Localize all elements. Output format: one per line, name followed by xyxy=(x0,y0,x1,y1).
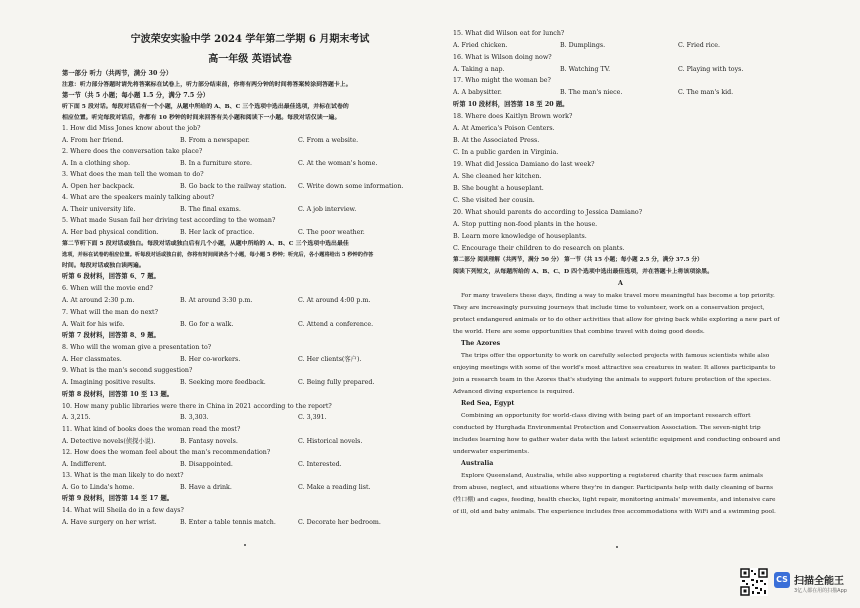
question-20-option-b[interactable]: B. Learn more knowledge of houseplants. xyxy=(453,233,587,240)
question-6: 6. When will the movie end? xyxy=(62,285,153,292)
page-mark-dot-right xyxy=(616,546,618,548)
australia-line4: of ill, old and baby animals. The experience includes free accommodations with WiFi and a swimming pool. xyxy=(453,509,776,515)
australia-line2: from abuse, neglect, and situations where they're in danger. Participants help with daily cleaning of barns xyxy=(453,485,774,491)
question-19: 19. What did Jessica Damiano do last week? xyxy=(453,161,595,168)
option-c[interactable]: C. Historical novels. xyxy=(298,438,363,445)
material-10-heading: 听第 10 段材料，回答第 18 至 20 题。 xyxy=(453,101,569,108)
red-sea-line4: underwater experiments. xyxy=(453,449,530,455)
option-b[interactable]: B. Go back to the railway station. xyxy=(180,183,287,190)
option-a[interactable]: A. Taking a nap. xyxy=(453,66,505,73)
option-b[interactable]: B. At around 3:30 p.m. xyxy=(180,297,253,304)
option-b[interactable]: B. 3,303. xyxy=(180,414,209,421)
question-11: 11. What kind of books does the woman read the most? xyxy=(62,426,241,433)
section2-intro-line2: 选项，并标在试卷的相应位置。听每段对话或独白前，你将有时间阅读各个小题，每小题 5 秒钟；听完后，各小题将给出 5 秒钟的作答 xyxy=(62,252,374,258)
question-5: 5. What made Susan fail her driving test according to the woman? xyxy=(62,217,276,224)
question-19-option-a[interactable]: A. She cleaned her kitchen. xyxy=(453,173,542,180)
section-heading-azores: The Azores xyxy=(461,340,501,347)
option-b[interactable]: B. Dumplings. xyxy=(560,42,606,49)
section2-intro-line3: 时间。每段对话或独白读两遍。 xyxy=(62,262,145,269)
option-c[interactable]: C. Make a reading list. xyxy=(298,484,371,491)
option-a[interactable]: A. Fried chicken. xyxy=(453,42,508,49)
question-16: 16. What is Wilson doing now? xyxy=(453,54,552,61)
option-b[interactable]: B. Watching TV. xyxy=(560,66,611,73)
question-4: 4. What are the speakers mainly talking about? xyxy=(62,194,215,201)
question-20: 20. What should parents do according to Jessica Damiano? xyxy=(453,209,643,216)
option-a[interactable]: A. Detective novels(侦探小说). xyxy=(62,438,156,445)
section2-intro-line1: 第二节听下面 5 段对话或独白。每段对话或独白后有几个小题，从题中所给的 A、B、C 三个选项中选出最佳 xyxy=(62,240,349,247)
question-1: 1. How did Miss Jones know about the job? xyxy=(62,125,201,132)
option-c[interactable]: C. Playing with toys. xyxy=(678,66,744,73)
question-14: 14. What will Sheila do in a few days? xyxy=(62,507,184,514)
material-6-heading: 听第 6 段材料，回答第 6、7 题。 xyxy=(62,273,160,280)
option-b[interactable]: B. Go for a walk. xyxy=(180,321,234,328)
option-c[interactable]: C. 3,391. xyxy=(298,414,327,421)
option-b[interactable]: B. Seeking more feedback. xyxy=(180,379,266,386)
option-a[interactable]: A. Indifferent. xyxy=(62,461,107,468)
passage-intro-line4: the world. Here are some opportunities that combine travel with doing good deeds. xyxy=(453,329,705,335)
question-18-option-a[interactable]: A. At America's Poison Centers. xyxy=(453,125,555,132)
option-c[interactable]: C. Decorate her bedroom. xyxy=(298,519,381,526)
azores-line1: The trips offer the opportunity to work on carefully selected projects with famous scientists while also xyxy=(461,353,770,359)
camscanner-logo-icon: CS xyxy=(774,572,790,588)
red-sea-line1: Combining an opportunity for world-class diving with being part of an important research effort xyxy=(461,413,751,419)
option-b[interactable]: B. The man's niece. xyxy=(560,89,623,96)
qr-code-icon xyxy=(740,568,768,596)
question-3: 3. What does the man tell the woman to do? xyxy=(62,171,204,178)
option-b[interactable]: B. Disappointed. xyxy=(180,461,233,468)
question-19-option-b[interactable]: B. She bought a houseplant. xyxy=(453,185,544,192)
azores-line4: Advanced diving experience is required. xyxy=(453,389,575,395)
passage-letter: A xyxy=(618,280,623,287)
part2-intro: 阅读下列短文，从每题所给的 A、B、C、D 四个选项中选出最佳选项，并在答题卡上将该项涂黑。 xyxy=(453,268,713,275)
page-mark-dot-left xyxy=(244,544,246,546)
section-heading-australia: Australia xyxy=(461,460,494,467)
option-a[interactable]: A. In a clothing shop. xyxy=(62,160,130,167)
australia-line3: (牲口棚) and cages, feeding, health checks, light repair, monitoring animals' movements, and intensive care xyxy=(453,497,776,503)
passage-intro-line2: They are increasingly pursuing journeys that include time to volunteer, work on a conservation project, xyxy=(453,305,765,311)
option-a[interactable]: A. Go to Linda's home. xyxy=(62,484,135,491)
red-sea-line2: conducted by Hurghada Environmental Protection and Conservation Association. The seven-night trip xyxy=(453,425,761,431)
question-18-option-b[interactable]: B. At the Associated Press. xyxy=(453,137,540,144)
question-17: 17. Who might the woman be? xyxy=(453,77,551,84)
option-c[interactable]: C. At around 4:00 p.m. xyxy=(298,297,371,304)
azores-line3: join a research team in the Azores that's studying the animals to support future protection of the species. xyxy=(453,377,772,383)
material-9-heading: 听第 9 段材料，回答第 14 至 17 题。 xyxy=(62,495,174,502)
brand-name: 扫描全能王 xyxy=(794,576,844,587)
question-7: 7. What will the man do next? xyxy=(62,309,158,316)
question-10: 10. How many public libraries were there in China in 2021 according to the report? xyxy=(62,403,332,410)
option-a[interactable]: A. Imagining positive results. xyxy=(62,379,156,386)
option-b[interactable]: B. Have a drink. xyxy=(180,484,232,491)
section1-heading: 第一节（共 5 小题；每小题 1.5 分，满分 7.5 分） xyxy=(62,92,210,99)
listening-note: 注意：听力部分答题时请先将答案标在试卷上，听力部分结束前，你将有两分钟的时间将答案转涂到答题卡上。 xyxy=(62,81,352,88)
part1-heading: 第一部分 听力（共两节，满分 30 分） xyxy=(62,70,173,77)
option-c[interactable]: C. Fried rice. xyxy=(678,42,721,49)
option-b[interactable]: B. Fantasy novels. xyxy=(180,438,238,445)
question-19-option-c[interactable]: C. She visited her cousin. xyxy=(453,197,535,204)
option-a[interactable]: A. Open her backpack. xyxy=(62,183,135,190)
option-a[interactable]: A. At around 2:30 p.m. xyxy=(62,297,135,304)
option-c[interactable]: C. Interested. xyxy=(298,461,342,468)
material-7-heading: 听第 7 段材料，回答第 8、9 题。 xyxy=(62,332,160,339)
azores-line2: enjoying meetings with some of the world's most attractive sea creatures in water. It allows participants to xyxy=(453,365,776,371)
option-a[interactable]: A. Her classmates. xyxy=(62,356,122,363)
option-b[interactable]: B. In a furniture store. xyxy=(180,160,253,167)
option-b[interactable]: B. The final exams. xyxy=(180,206,241,213)
option-a[interactable]: A. A babysitter. xyxy=(453,89,502,96)
exam-title: 宁波荣安实验中学 2024 学年第二学期 6 月期末考试 xyxy=(130,34,370,45)
question-15: 15. What did Wilson eat for lunch? xyxy=(453,30,565,37)
passage-intro-line1: For many travelers these days, finding a way to make travel more meaningful has become a top priority. xyxy=(461,293,775,299)
red-sea-line3: includes learning how to gather water data with the latest scientific equipment and conducting onboard and xyxy=(453,437,781,443)
question-18: 18. Where does Kaitlyn Brown work? xyxy=(453,113,573,120)
option-a[interactable]: A. Their university life. xyxy=(62,206,136,213)
option-a[interactable]: A. Her bad physical condition. xyxy=(62,229,159,236)
question-12: 12. How does the woman feel about the man's recommendation? xyxy=(62,449,271,456)
material-8-heading: 听第 8 段材料，回答第 10 至 13 题。 xyxy=(62,391,174,398)
option-c[interactable]: C. Write down some information. xyxy=(298,183,404,190)
section1-intro-line1: 听下面 5 段对话。每段对话后有一个小题，从题中所给的 A、B、C 三个选项中选出最佳选项，并标在试卷的 xyxy=(62,103,349,110)
option-c[interactable]: C. Attend a conference. xyxy=(298,321,374,328)
option-b[interactable]: B. From a newspaper. xyxy=(180,137,250,144)
australia-line1: Explore Queensland, Australia, while also supporting a registered charity that rescues farm animals xyxy=(461,473,764,479)
option-a[interactable]: A. 3,215. xyxy=(62,414,91,421)
option-c[interactable]: C. Being fully prepared. xyxy=(298,379,375,386)
question-20-option-c[interactable]: C. Encourage their children to do research on plants. xyxy=(453,245,625,252)
option-c[interactable]: C. From a website. xyxy=(298,137,359,144)
question-13: 13. What is the man likely to do next? xyxy=(62,472,184,479)
option-a[interactable]: A. Have surgery on her wrist. xyxy=(62,519,157,526)
question-20-option-a[interactable]: A. Stop putting non-food plants in the house. xyxy=(453,221,598,228)
option-c[interactable]: C. The poor weather. xyxy=(298,229,365,236)
option-c[interactable]: C. A job interview. xyxy=(298,206,357,213)
part2-heading: 第二部分 阅读理解（共两节，满分 50 分） 第一节（共 15 小题；每小题 2.5 分，满分 37.5 分） xyxy=(453,257,703,263)
section-heading-red-sea: Red Sea, Egypt xyxy=(461,400,515,407)
option-b[interactable]: B. Her lack of practice. xyxy=(180,229,255,236)
passage-intro-line3: protect endangered animals or to do other activities that allow for giving back while exploring a new part of xyxy=(453,317,780,323)
option-c[interactable]: C. The man's kid. xyxy=(678,89,734,96)
option-a[interactable]: A. From her friend. xyxy=(62,137,124,144)
question-8: 8. Who will the woman give a presentation to? xyxy=(62,344,212,351)
option-b[interactable]: B. Her co-workers. xyxy=(180,356,241,363)
exam-subtitle: 高一年级 英语试卷 xyxy=(208,54,292,65)
option-a[interactable]: A. Wait for his wife. xyxy=(62,321,125,328)
question-18-option-c[interactable]: C. In a public garden in Virginia. xyxy=(453,149,559,156)
section1-intro-line2: 相应位置。听完每段对话后，你都有 10 秒钟的时间来回答有关小题和阅读下一小题。每段对话仅读一遍。 xyxy=(62,114,341,121)
option-c[interactable]: C. At the woman's home. xyxy=(298,160,378,167)
question-2: 2. Where does the conversation take place? xyxy=(62,148,203,155)
brand-tagline: 3亿人都在用的扫描App xyxy=(794,588,847,594)
option-c[interactable]: C. Her clients(客户). xyxy=(298,356,362,363)
option-b[interactable]: B. Enter a table tennis match. xyxy=(180,519,276,526)
question-9: 9. What is the man's second suggestion? xyxy=(62,367,193,374)
